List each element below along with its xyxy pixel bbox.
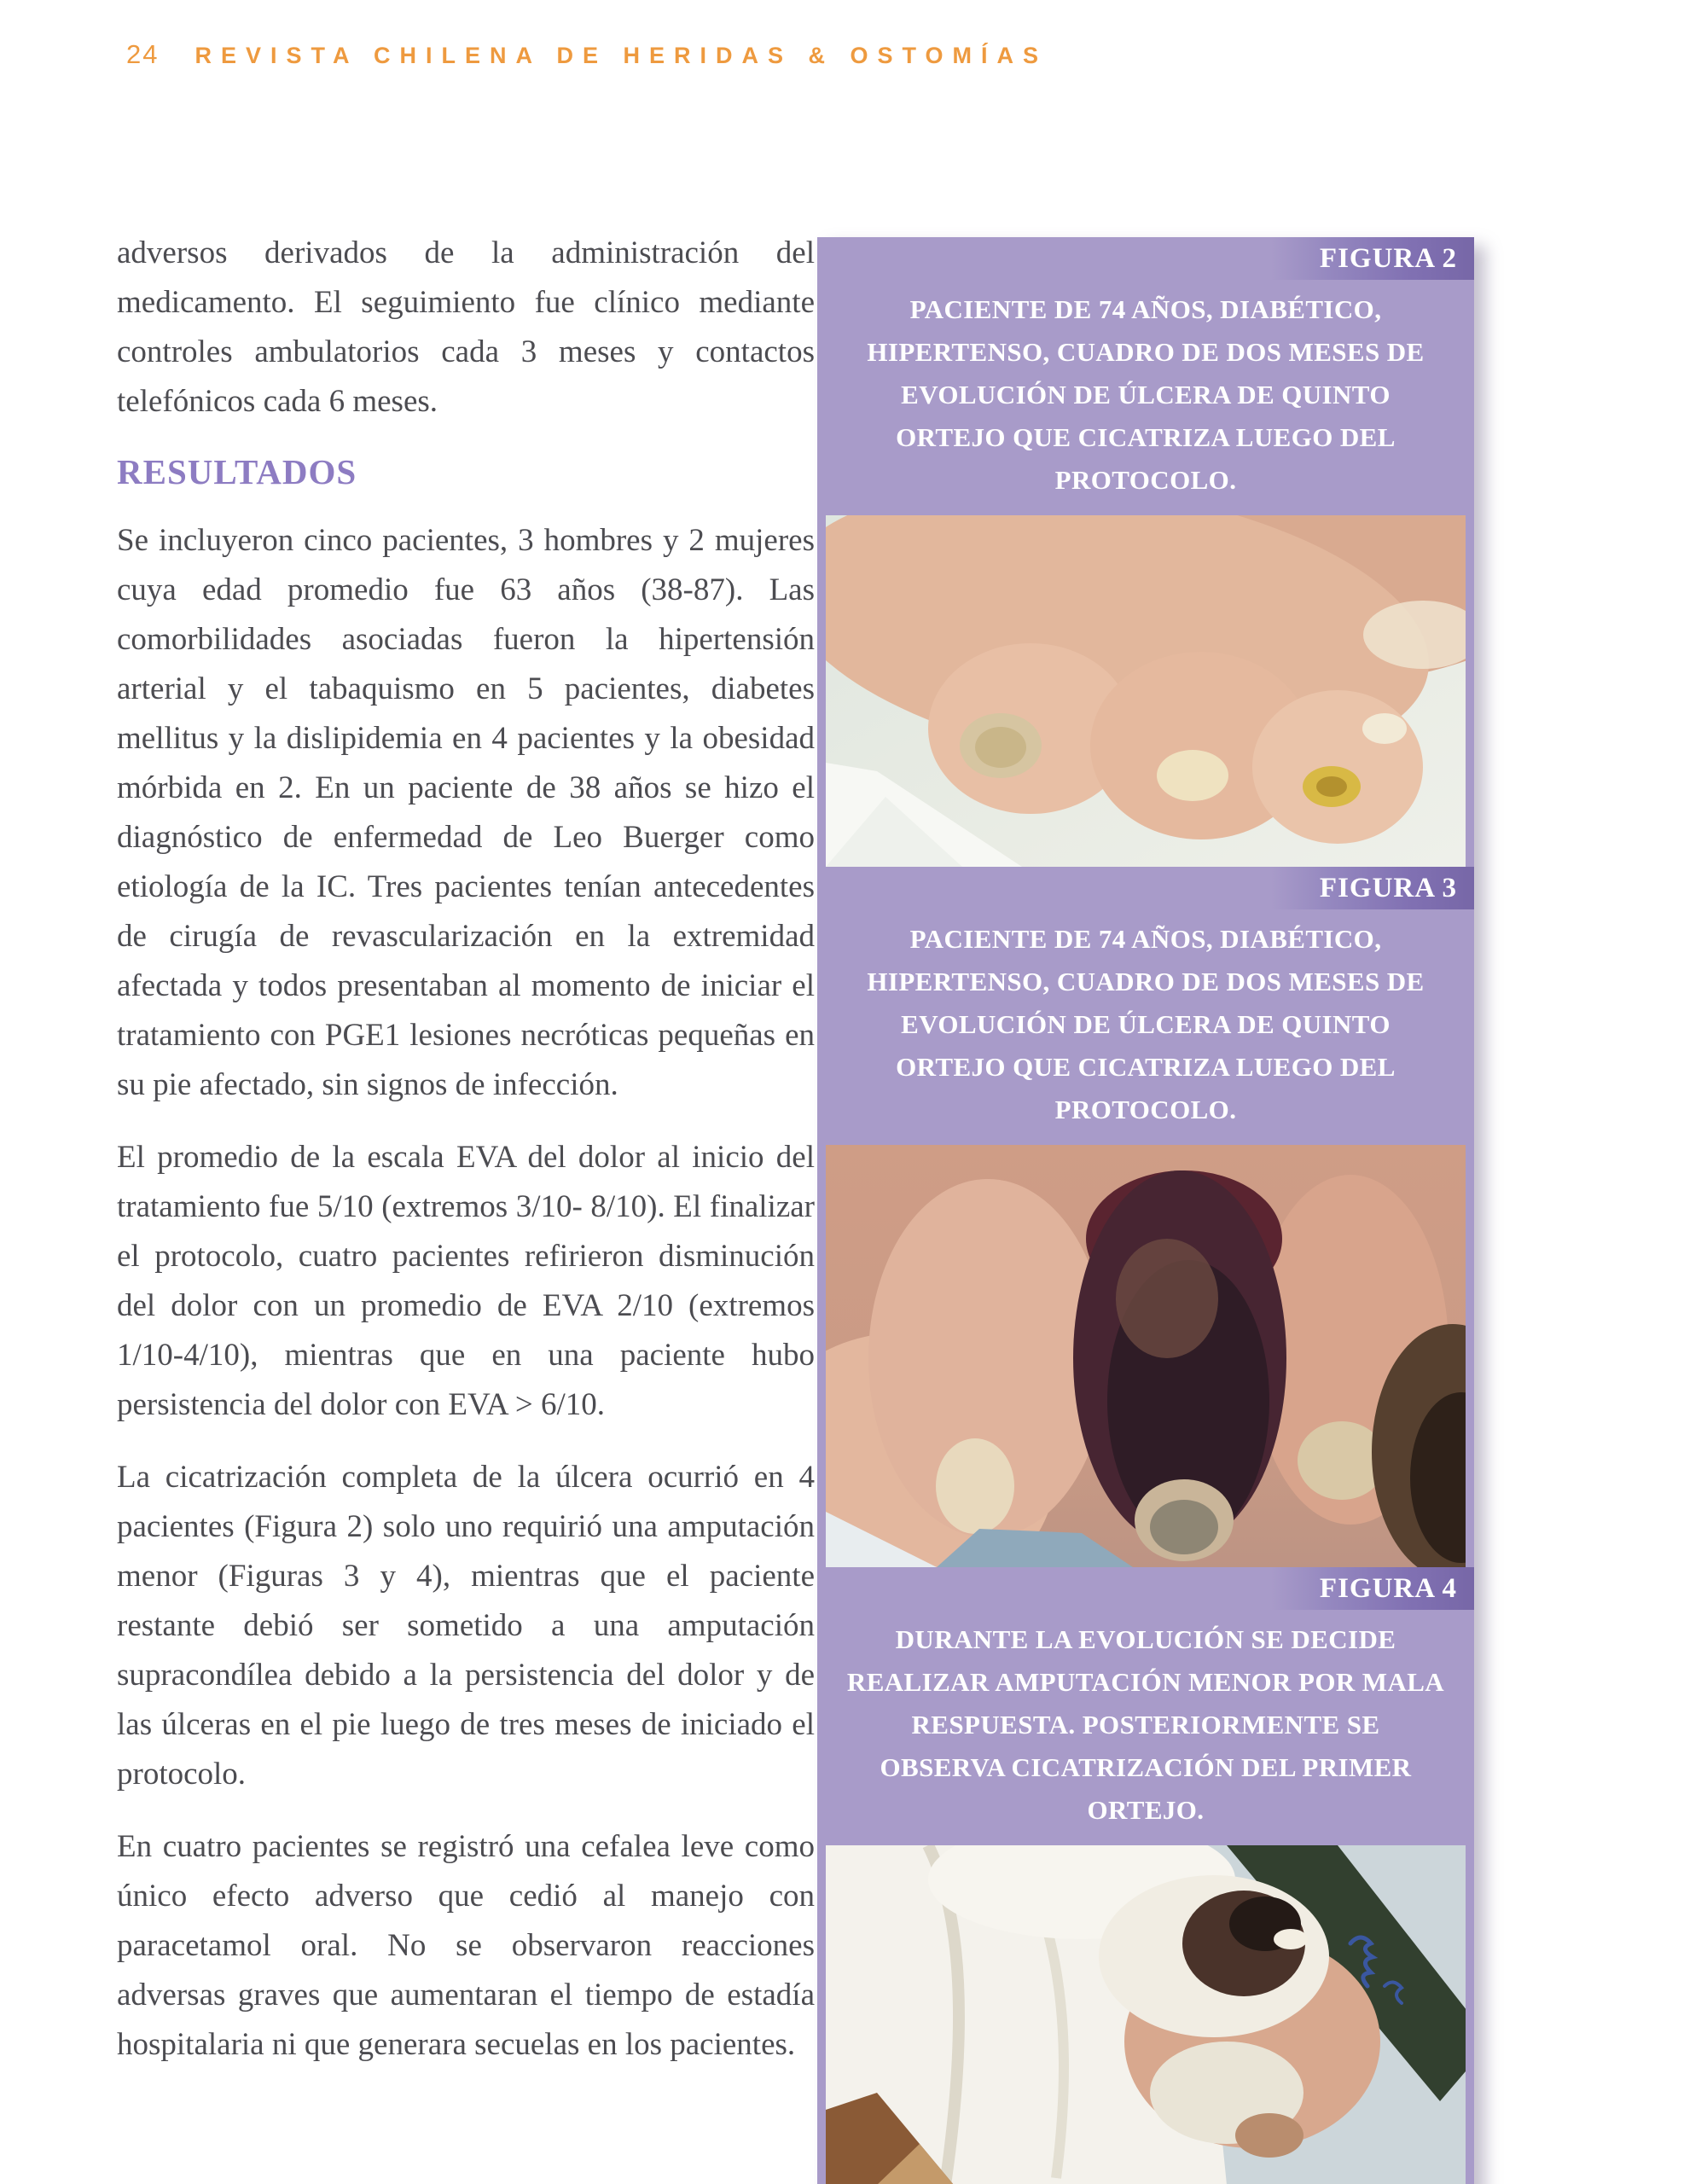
clinical-photo-bandage-icon — [826, 1845, 1466, 2184]
clinical-photo-toes-icon — [826, 515, 1466, 867]
figure-3-caption: PACIENTE DE 74 AÑOS, DIABÉTICO, HIPERTENSO, CUADRO DE DOS MESES DE EVOLUCIÓN DE ÚLCERA DE QUINTO ORTEJO QUE CICATRIZA LUEGO DEL PROTOCOLO. — [867, 924, 1425, 1124]
figure-4-label: FIGURA 4 — [1271, 1567, 1474, 1610]
figure-2 — [817, 237, 1474, 867]
figure-3-label-bar — [817, 867, 1474, 909]
figure-4-photo — [826, 1845, 1466, 2184]
figure-4-caption: DURANTE LA EVOLUCIÓN SE DECIDE REALIZAR AMPUTACIÓN MENOR POR MALA RESPUESTA. POSTERIORMENTE SE OBSERVA CICATRIZACIÓN DEL PRIMER ORTEJO. — [846, 1624, 1445, 1825]
intro-paragraph: adversos derivados de la administración del medicamento. El seguimiento fue clínico mediante controles ambulatorios cada 3 meses y contactos telefónicos cada 6 meses. — [117, 235, 815, 419]
page-number: 24 — [126, 39, 160, 69]
figure-2-caption: PACIENTE DE 74 AÑOS, DIABÉTICO, HIPERTENSO, CUADRO DE DOS MESES DE EVOLUCIÓN DE ÚLCERA DE QUINTO ORTEJO QUE CICATRIZA LUEGO DEL PROTOCOLO. — [867, 294, 1425, 495]
figure-3-photo — [826, 1145, 1466, 1567]
figure-4-label-bar — [817, 1567, 1474, 1610]
results-heading: RESULTADOS — [117, 452, 357, 491]
figure-4 — [817, 1567, 1474, 2184]
figure-3 — [817, 867, 1474, 1567]
article-body — [117, 229, 815, 2093]
figure-2-photo — [826, 515, 1466, 867]
figure-2-label: FIGURA 2 — [1271, 237, 1474, 280]
clinical-photo-necrosis-icon — [826, 1145, 1466, 1567]
results-paragraph-2: El promedio de la escala EVA del dolor al inicio del tratamiento fue 5/10 (extremos 3/10- 8/10). El finalizar el protocolo, cuatro pacientes refirieron disminución del dolor con un promedio de EVA 2/10 (extremos 1/10-4/10), mientras que en una paciente hubo persistencia del dolor con EVA > 6/10. — [117, 1140, 815, 1422]
figure-3-label: FIGURA 3 — [1271, 867, 1474, 909]
results-paragraph-1: Se incluyeron cinco pacientes, 3 hombres y 2 mujeres cuya edad promedio fue 63 años (38-87). Las comorbilidades asociadas fueron la hipertensión arterial y el tabaquismo en 5 pacientes, diabetes mellitus y la dislipidemia en 4 pacientes y la obesidad mórbida en 2. En un paciente de 38 años se hizo el diagnóstico de enfermedad de Leo Buerger como etiología de la IC. Tres pacientes tenían antecedentes de cirugía de revascularización en la extremidad afectada y todos presentaban al momento de iniciar el tratamiento con PGE1 lesiones necróticas pequeñas en su pie afectado, sin signos de infección. — [117, 523, 815, 1102]
results-paragraph-3: La cicatrización completa de la úlcera ocurrió en 4 pacientes (Figura 2) solo uno requirió una amputación menor (Figuras 3 y 4), mientras que el paciente restante debió ser sometido a una amputación supracondílea debido a la persistencia del dolor y de las úlceras en el pie luego de tres meses de iniciado el protocolo. — [117, 1460, 815, 1792]
figures-column — [817, 237, 1474, 2184]
figure-2-label-bar — [817, 237, 1474, 280]
results-paragraph-4: En cuatro pacientes se registró una cefalea leve como único efecto adverso que cedió al manejo con paracetamol oral. No se observaron reacciones adversas graves que aumentaran el tiempo de estadía hospitalaria ni que generara secuelas en los pacientes. — [117, 1829, 815, 2062]
page-header — [126, 39, 1048, 70]
journal-title: REVISTA CHILENA DE HERIDAS & OSTOMÍAS — [195, 43, 1048, 68]
